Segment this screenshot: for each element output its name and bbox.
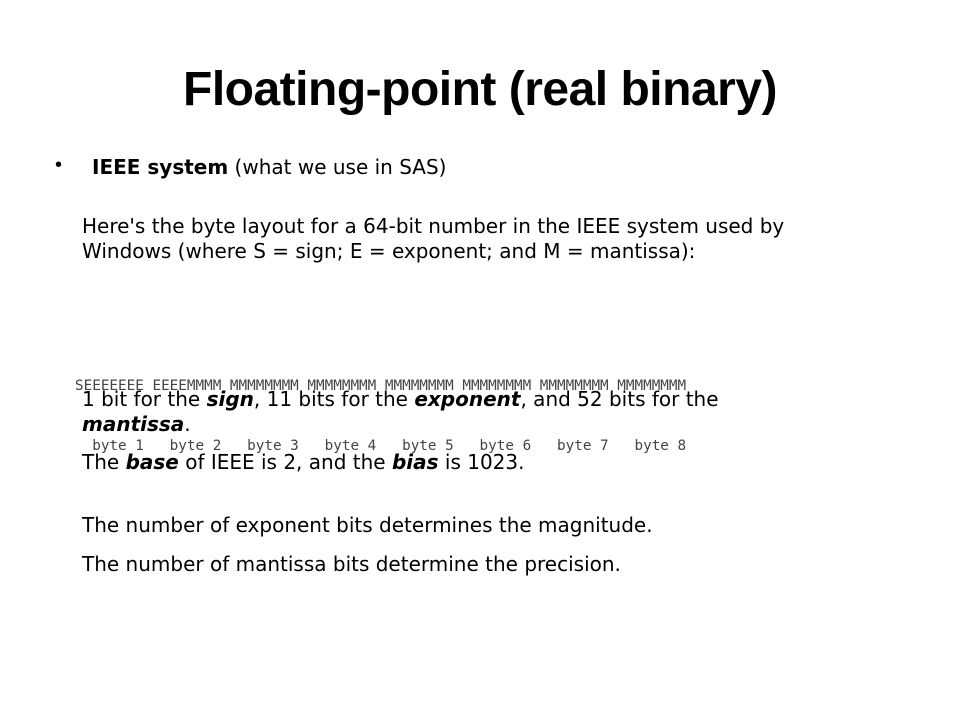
base-text-2: of IEEE is 2, and the bbox=[178, 450, 392, 474]
intro-line-1: Here's the byte layout for a 64-bit number in the IEEE system used by bbox=[82, 214, 785, 238]
base-sentence bbox=[82, 451, 524, 474]
bits-text-4: . bbox=[184, 412, 191, 436]
bits-text-3: , and 52 bits for the bbox=[520, 387, 719, 411]
precision-line: The number of mantissa bits determine the precision. bbox=[82, 552, 621, 576]
slide-title: Floating-point (real binary) bbox=[183, 63, 777, 116]
mantissa-term: mantissa bbox=[82, 412, 185, 436]
bullet-bold-text: IEEE system bbox=[92, 155, 229, 179]
bits-text-1: 1 bit for the bbox=[82, 387, 207, 411]
base-text-3: is 1023. bbox=[438, 450, 525, 474]
bits-text-2: , 11 bits for the bbox=[253, 387, 415, 411]
base-text-1: The bbox=[82, 450, 126, 474]
bullet-ieee-system bbox=[92, 155, 446, 179]
base-term: base bbox=[125, 450, 179, 474]
byte-labels-row: byte 1 byte 2 byte 3 byte 4 byte 5 byte 6 byte 7 byte 8 bbox=[75, 438, 687, 454]
bias-term: bias bbox=[391, 450, 439, 474]
exponent-term: exponent bbox=[414, 387, 521, 411]
intro-line-2: Windows (where S = sign; E = exponent; and M = mantissa): bbox=[82, 239, 696, 263]
byte-bits-row: SEEEEEEE EEEEMMMM MMMMMMMM MMMMMMMM MMMMMMMM MMMMMMMM MMMMMMMM MMMMMMMM bbox=[75, 378, 687, 394]
sign-term: sign bbox=[206, 387, 254, 411]
bullet-rest-text: (what we use in SAS) bbox=[228, 155, 447, 179]
bullet-dot: • bbox=[55, 154, 63, 176]
magnitude-line: The number of exponent bits determines the magnitude. bbox=[82, 513, 653, 537]
